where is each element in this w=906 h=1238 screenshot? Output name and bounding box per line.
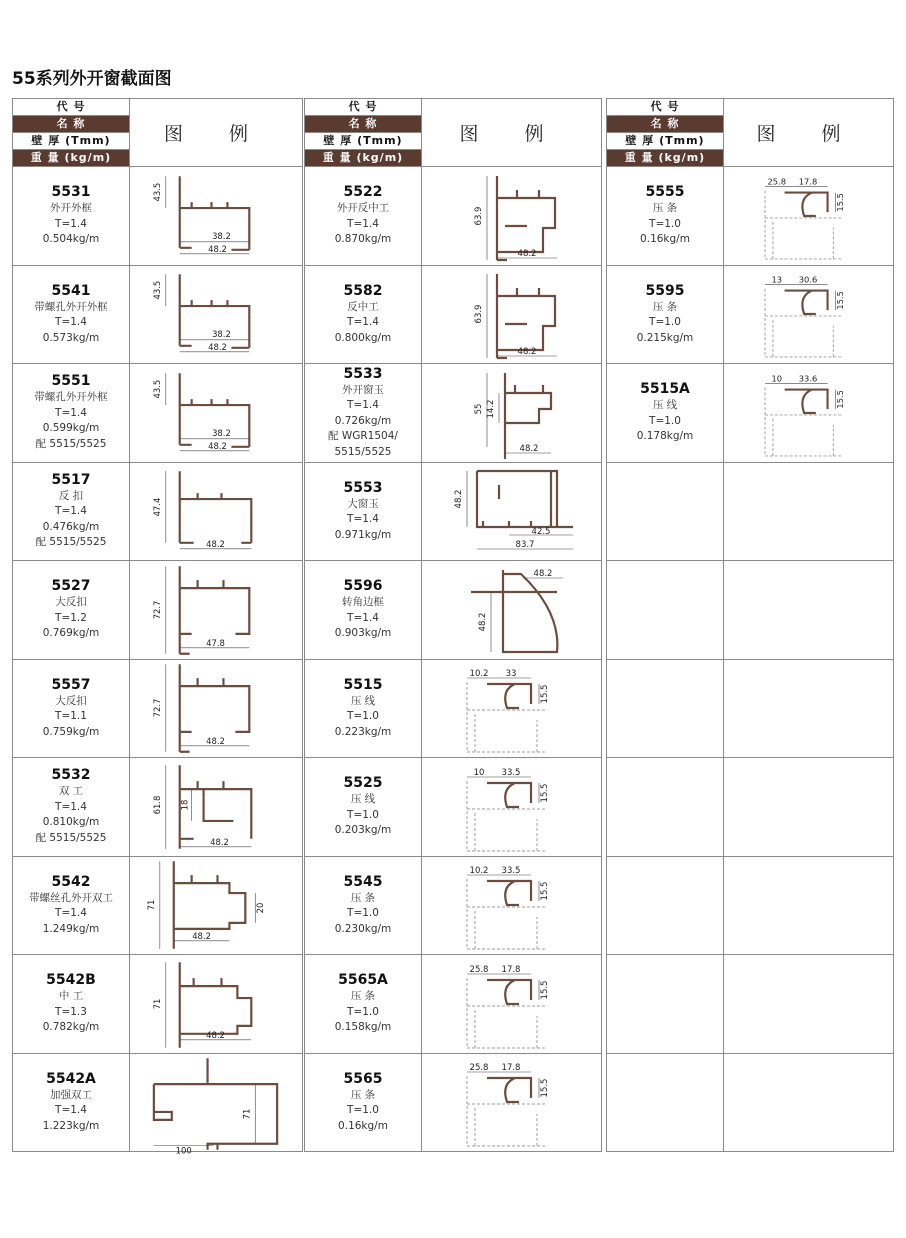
dimension-label: 43.5 [151,379,162,399]
profile-detail: 中 工 [58,990,84,1002]
header-weight: 重 量 (kg/m) [305,150,421,166]
dimension-label: 25.8 [767,176,786,187]
dimension-label: 10 [770,373,782,384]
profile-detail: 0.800kg/m [334,331,392,344]
dimension-label: 43.5 [151,280,162,300]
profile-info [13,1053,130,1152]
header-labels [607,99,724,167]
profile-code: 5545 [343,873,383,890]
profile-drawing [130,167,303,266]
profile-detail: T=1.4 [55,1104,87,1116]
profile-code: 5515 [343,676,383,693]
profile-detail: 压 线 [350,694,376,707]
profile-info [305,167,422,266]
dimension-label: 48.2 [209,836,229,847]
dimension-label: 48.2 [191,931,211,942]
profile-detail: 大反扣 [55,596,87,608]
empty-cell [607,462,724,561]
profile-detail: 带螺孔外开外框 [34,391,108,404]
profile-code: 5557 [51,676,91,693]
page-title: 55系列外开窗截面图 [12,69,172,89]
profile-drawing [724,167,894,266]
profile-detail: T=1.2 [55,611,87,624]
dimension-label: 15.5 [834,291,845,310]
profile-detail: 配 5515/5525 [35,437,107,450]
profile-detail: T=1.4 [347,611,379,624]
dimension-label: 33.5 [501,866,520,877]
profile-drawing [422,955,602,1054]
header-code: 代 号 [607,99,723,116]
profile-section-icon [132,660,301,756]
profile-detail: 外开外框 [50,202,92,214]
profile-drawing [422,856,602,955]
profile-code: 5531 [51,184,91,200]
table-row [607,659,894,758]
profile-info [305,1053,422,1152]
profile-detail: 压 线 [652,399,678,411]
empty-cell [724,758,894,857]
dimension-label: 25.8 [469,1063,488,1074]
profile-detail: 压 线 [350,793,376,805]
table-row [305,462,602,561]
empty-cell [607,856,724,955]
header-labels [13,99,130,167]
profile-detail: 外开窗玉 [342,383,384,396]
header-code: 代 号 [305,99,421,116]
table-row [13,462,303,561]
dimension-label: 17.8 [501,1063,520,1074]
dimension-label: 48.2 [207,342,227,353]
dimension-label: 10.2 [469,669,488,680]
profile-info [13,167,130,266]
header-weight: 重 量 (kg/m) [13,150,129,166]
dimension-label: 48.2 [207,440,227,451]
dimension-label: 18 [179,799,190,811]
profile-drawing [130,364,303,463]
dimension-label: 71 [240,1108,251,1120]
profile-detail: T=1.1 [55,710,87,722]
profile-detail: 加强双工 [50,1088,92,1101]
profile-code: 5596 [343,578,383,594]
profile-detail: 压 条 [350,891,376,904]
dimension-label: 61.8 [151,795,162,815]
profile-detail: T=1.0 [347,710,379,722]
empty-cell [724,462,894,561]
dimension-label: 83.7 [515,540,534,551]
header-weight: 重 量 (kg/m) [607,150,723,166]
profile-drawing [422,265,602,364]
profile-section-icon [424,365,600,461]
profile-detail: 配 5515/5525 [35,536,107,549]
header-legend: 图 例 [422,99,602,167]
dimension-label: 47.4 [151,497,162,517]
profile-drawing [422,167,602,266]
profile-detail: 0.782kg/m [42,1021,100,1033]
profile-drawing [422,364,602,463]
table-row [305,856,602,955]
dimension-label: 48.2 [517,248,536,259]
dimension-label: 43.5 [151,182,162,202]
dimension-label: 48.2 [205,736,225,747]
profile-detail: 配 WGR1504/ [328,430,398,442]
profile-section-icon [726,365,892,461]
dimension-label: 15.5 [539,980,550,1000]
table-row [607,462,894,561]
profile-detail: T=1.0 [649,217,681,230]
profile-info [13,856,130,955]
profile-code: 5551 [51,373,91,390]
profile-section-icon [424,266,600,362]
dimension-label: 48.2 [519,443,538,454]
profile-table-1 [12,98,303,1156]
dimension-label: 38.2 [211,230,231,241]
profile-detail: 大窗玉 [347,497,379,510]
profile-info [13,364,130,463]
profile-detail: 压 条 [652,300,678,313]
dimension-label: 47.8 [205,637,225,648]
profile-detail: 1.249kg/m [42,922,100,935]
dimension-label: 15.5 [834,389,845,409]
table-row [607,758,894,857]
empty-cell [724,561,894,660]
table-row [607,364,894,463]
profile-info [607,364,724,463]
table-row [305,955,602,1054]
profile-section-icon [726,168,892,264]
profile-code: 5522 [343,184,383,200]
profile-section-icon [424,956,600,1052]
profile-info [305,462,422,561]
profile-detail: 0.599kg/m [42,422,100,435]
profile-code: 5517 [51,471,91,488]
profile-table-2 [304,98,602,1152]
table-row [305,561,602,660]
profile-section-icon [132,168,301,264]
profile-code: 5533 [343,365,383,382]
profile-detail: T=1.0 [347,907,379,919]
empty-cell [724,856,894,955]
profile-code: 5515A [640,381,690,397]
profile-detail: 0.16kg/m [338,1119,388,1132]
profile-info [305,955,422,1054]
header-name: 名 称 [305,116,421,133]
dimension-label: 72.7 [151,600,162,620]
table-row [607,955,894,1054]
dimension-label: 63.9 [473,304,484,324]
profile-code: 5525 [343,775,383,791]
dimension-label: 14.2 [485,399,496,419]
profile-detail: T=1.4 [347,513,379,525]
profile-code: 5582 [343,282,383,299]
profile-table-3 [606,98,894,1152]
profile-code: 5555 [645,184,685,200]
dimension-label: 15.5 [539,684,550,704]
dimension-label: 17.8 [798,176,817,187]
profile-code: 5541 [51,282,91,299]
profile-detail: T=1.4 [55,316,87,328]
profile-info [607,167,724,266]
profile-drawing [724,364,894,463]
dimension-label: 55 [473,403,484,415]
profile-info [13,561,130,660]
profile-section-icon [132,1054,301,1156]
profile-drawing [130,265,303,364]
empty-cell [607,1053,724,1152]
dimension-label: 38.2 [211,427,231,438]
profile-drawing [130,955,303,1054]
profile-code: 5565 [343,1070,383,1087]
dimension-label: 15.5 [539,783,550,803]
profile-detail: 0.215kg/m [636,331,694,344]
profile-section-icon [424,1054,600,1150]
empty-cell [607,561,724,660]
table-row [13,955,303,1054]
dimension-label: 15.5 [539,881,550,901]
empty-cell [724,659,894,758]
profile-detail: T=1.4 [347,217,379,230]
profile-section-icon [132,562,301,658]
profile-section-icon [132,365,301,461]
dimension-label: 71 [151,998,162,1010]
profile-detail: T=1.4 [55,217,87,230]
profile-detail: 0.158kg/m [334,1021,392,1033]
profile-info [13,462,130,561]
profile-detail: T=1.4 [347,316,379,328]
profile-detail: 0.203kg/m [334,824,392,836]
dimension-label: 48.2 [205,1029,225,1040]
dimension-label: 48.2 [207,243,227,254]
dimension-label: 15.5 [834,192,845,212]
profile-detail: 转角边框 [342,596,384,608]
profile-code: 5532 [51,767,91,784]
profile-section-icon [424,463,600,559]
profile-section-icon [424,660,600,756]
dimension-label: 48.2 [477,612,488,632]
dimension-label: 33.5 [501,767,520,778]
profile-info [305,265,422,364]
profile-info [305,856,422,955]
empty-cell [724,1053,894,1152]
profile-detail: 压 条 [350,990,376,1002]
table-row [607,167,894,266]
table-row [305,1053,602,1152]
profile-detail: 外开反中工 [336,202,390,214]
dimension-label: 72.7 [151,698,162,718]
dimension-label: 48.2 [517,347,536,358]
profile-code: 5565A [338,972,388,988]
table-row [607,856,894,955]
table-row [305,364,602,463]
dimension-label: 13 [770,275,782,286]
profile-info [13,265,130,364]
profile-drawing [130,462,303,561]
profile-section-icon [726,266,892,362]
profile-detail: 0.726kg/m [334,414,392,427]
profile-detail: 0.178kg/m [636,430,694,442]
empty-cell [607,758,724,857]
table-row [13,364,303,463]
table-row [13,561,303,660]
table-row [13,167,303,266]
table-row [305,167,602,266]
table-row [13,265,303,364]
empty-cell [607,659,724,758]
profile-info [305,561,422,660]
profile-section-icon [424,168,600,264]
profile-drawing [422,758,602,857]
profile-detail: T=1.4 [347,399,379,411]
table-row [607,561,894,660]
profile-code: 5595 [645,282,685,299]
profile-code: 5542A [46,1070,96,1087]
profile-info [13,659,130,758]
table-row [305,265,602,364]
profile-section-icon [132,759,301,855]
profile-detail: 0.971kg/m [334,528,392,541]
header-legend: 图 例 [130,99,303,167]
header-thickness: 壁 厚 (Tmm) [305,133,421,150]
profile-section-icon [132,266,301,362]
profile-detail: 0.870kg/m [334,233,392,245]
profile-code: 5542 [51,873,91,890]
profile-detail: 配 5515/5525 [35,831,107,844]
profile-drawing [130,856,303,955]
profile-detail: T=1.0 [649,414,681,427]
profile-code: 5527 [51,578,91,594]
dimension-label: 17.8 [501,964,520,975]
table-row [305,758,602,857]
dimension-label: 30.6 [798,275,817,286]
table-row [13,758,303,857]
profile-detail: 0.16kg/m [640,233,690,245]
header-legend: 图 例 [724,99,894,167]
profile-detail: 压 条 [652,202,678,214]
empty-cell [724,955,894,1054]
profile-detail: 0.769kg/m [42,627,100,639]
profile-detail: 0.504kg/m [42,233,100,245]
profile-detail: 0.573kg/m [42,331,100,344]
profile-drawing [130,1053,303,1156]
table-row [305,659,602,758]
profile-detail: 带螺孔外开外框 [34,300,108,313]
profile-detail: T=1.4 [55,406,87,419]
profile-detail: 大反扣 [55,694,87,707]
dimension-label: 42.5 [531,527,550,538]
profile-detail: 0.810kg/m [42,816,100,829]
profile-detail: 0.903kg/m [334,627,392,639]
profile-drawing [130,758,303,857]
table-row [607,1053,894,1152]
profile-drawing [422,561,602,660]
profile-detail: 双 工 [58,785,84,798]
header-code: 代 号 [13,99,129,116]
profile-detail: T=1.0 [347,808,379,821]
profile-detail: T=1.0 [649,316,681,328]
dimension-label: 71 [145,899,156,911]
profile-detail: T=1.4 [55,800,87,813]
dimension-label: 48.2 [205,539,225,550]
dimension-label: 48.2 [533,568,552,579]
dimension-label: 48.2 [453,489,464,509]
profile-code: 5542B [46,972,96,988]
profile-detail: T=1.3 [55,1005,87,1018]
profile-detail: 1.223kg/m [42,1119,100,1132]
profile-info [305,659,422,758]
dimension-label: 33 [505,669,516,680]
profile-drawing [724,265,894,364]
profile-section-icon [132,463,301,559]
profile-section-icon [424,759,600,855]
profile-drawing [422,659,602,758]
profile-detail: T=1.4 [55,907,87,919]
dimension-label: 15.5 [539,1078,550,1098]
profile-info [305,758,422,857]
dimension-label: 10.2 [469,866,488,877]
header-thickness: 壁 厚 (Tmm) [607,133,723,150]
header-thickness: 壁 厚 (Tmm) [13,133,129,150]
profile-detail: T=1.4 [55,505,87,518]
profile-detail: 5515/5525 [334,445,392,458]
table-row [13,659,303,758]
header-name: 名 称 [13,116,129,133]
profile-detail: 0.223kg/m [334,725,392,738]
dimension-label: 100 [175,1145,192,1156]
profile-code: 5553 [343,479,383,496]
table-row [13,1053,303,1152]
header-name: 名 称 [607,116,723,133]
profile-detail: T=1.0 [347,1104,379,1116]
profile-detail: 压 条 [350,1088,376,1101]
profile-section-icon [132,956,301,1052]
table-row [607,265,894,364]
profile-info [305,364,422,463]
profile-detail: T=1.0 [347,1005,379,1018]
profile-detail: 带螺丝孔外开双工 [29,891,113,904]
profile-detail: 反 扣 [58,489,84,502]
empty-cell [607,955,724,1054]
dimension-label: 10 [473,767,484,778]
dimension-label: 20 [254,902,265,914]
dimension-label: 63.9 [473,206,484,226]
profile-info [13,955,130,1054]
profile-drawing [422,1053,602,1152]
header-labels [305,99,422,167]
profile-detail: 反中工 [347,300,379,313]
profile-section-icon [132,857,301,953]
profile-drawing [422,462,602,561]
dimension-label: 25.8 [469,964,488,975]
profile-detail: 0.476kg/m [42,520,100,533]
profile-detail: 0.759kg/m [42,725,100,738]
profile-drawing [130,561,303,660]
dimension-label: 33.6 [798,373,817,384]
profile-section-icon [424,857,600,953]
profile-info [13,758,130,857]
dimension-label: 38.2 [211,329,231,340]
profile-info [607,265,724,364]
table-row [13,856,303,955]
profile-section-icon [424,562,600,658]
profile-detail: 0.230kg/m [334,922,392,935]
profile-drawing [130,659,303,758]
